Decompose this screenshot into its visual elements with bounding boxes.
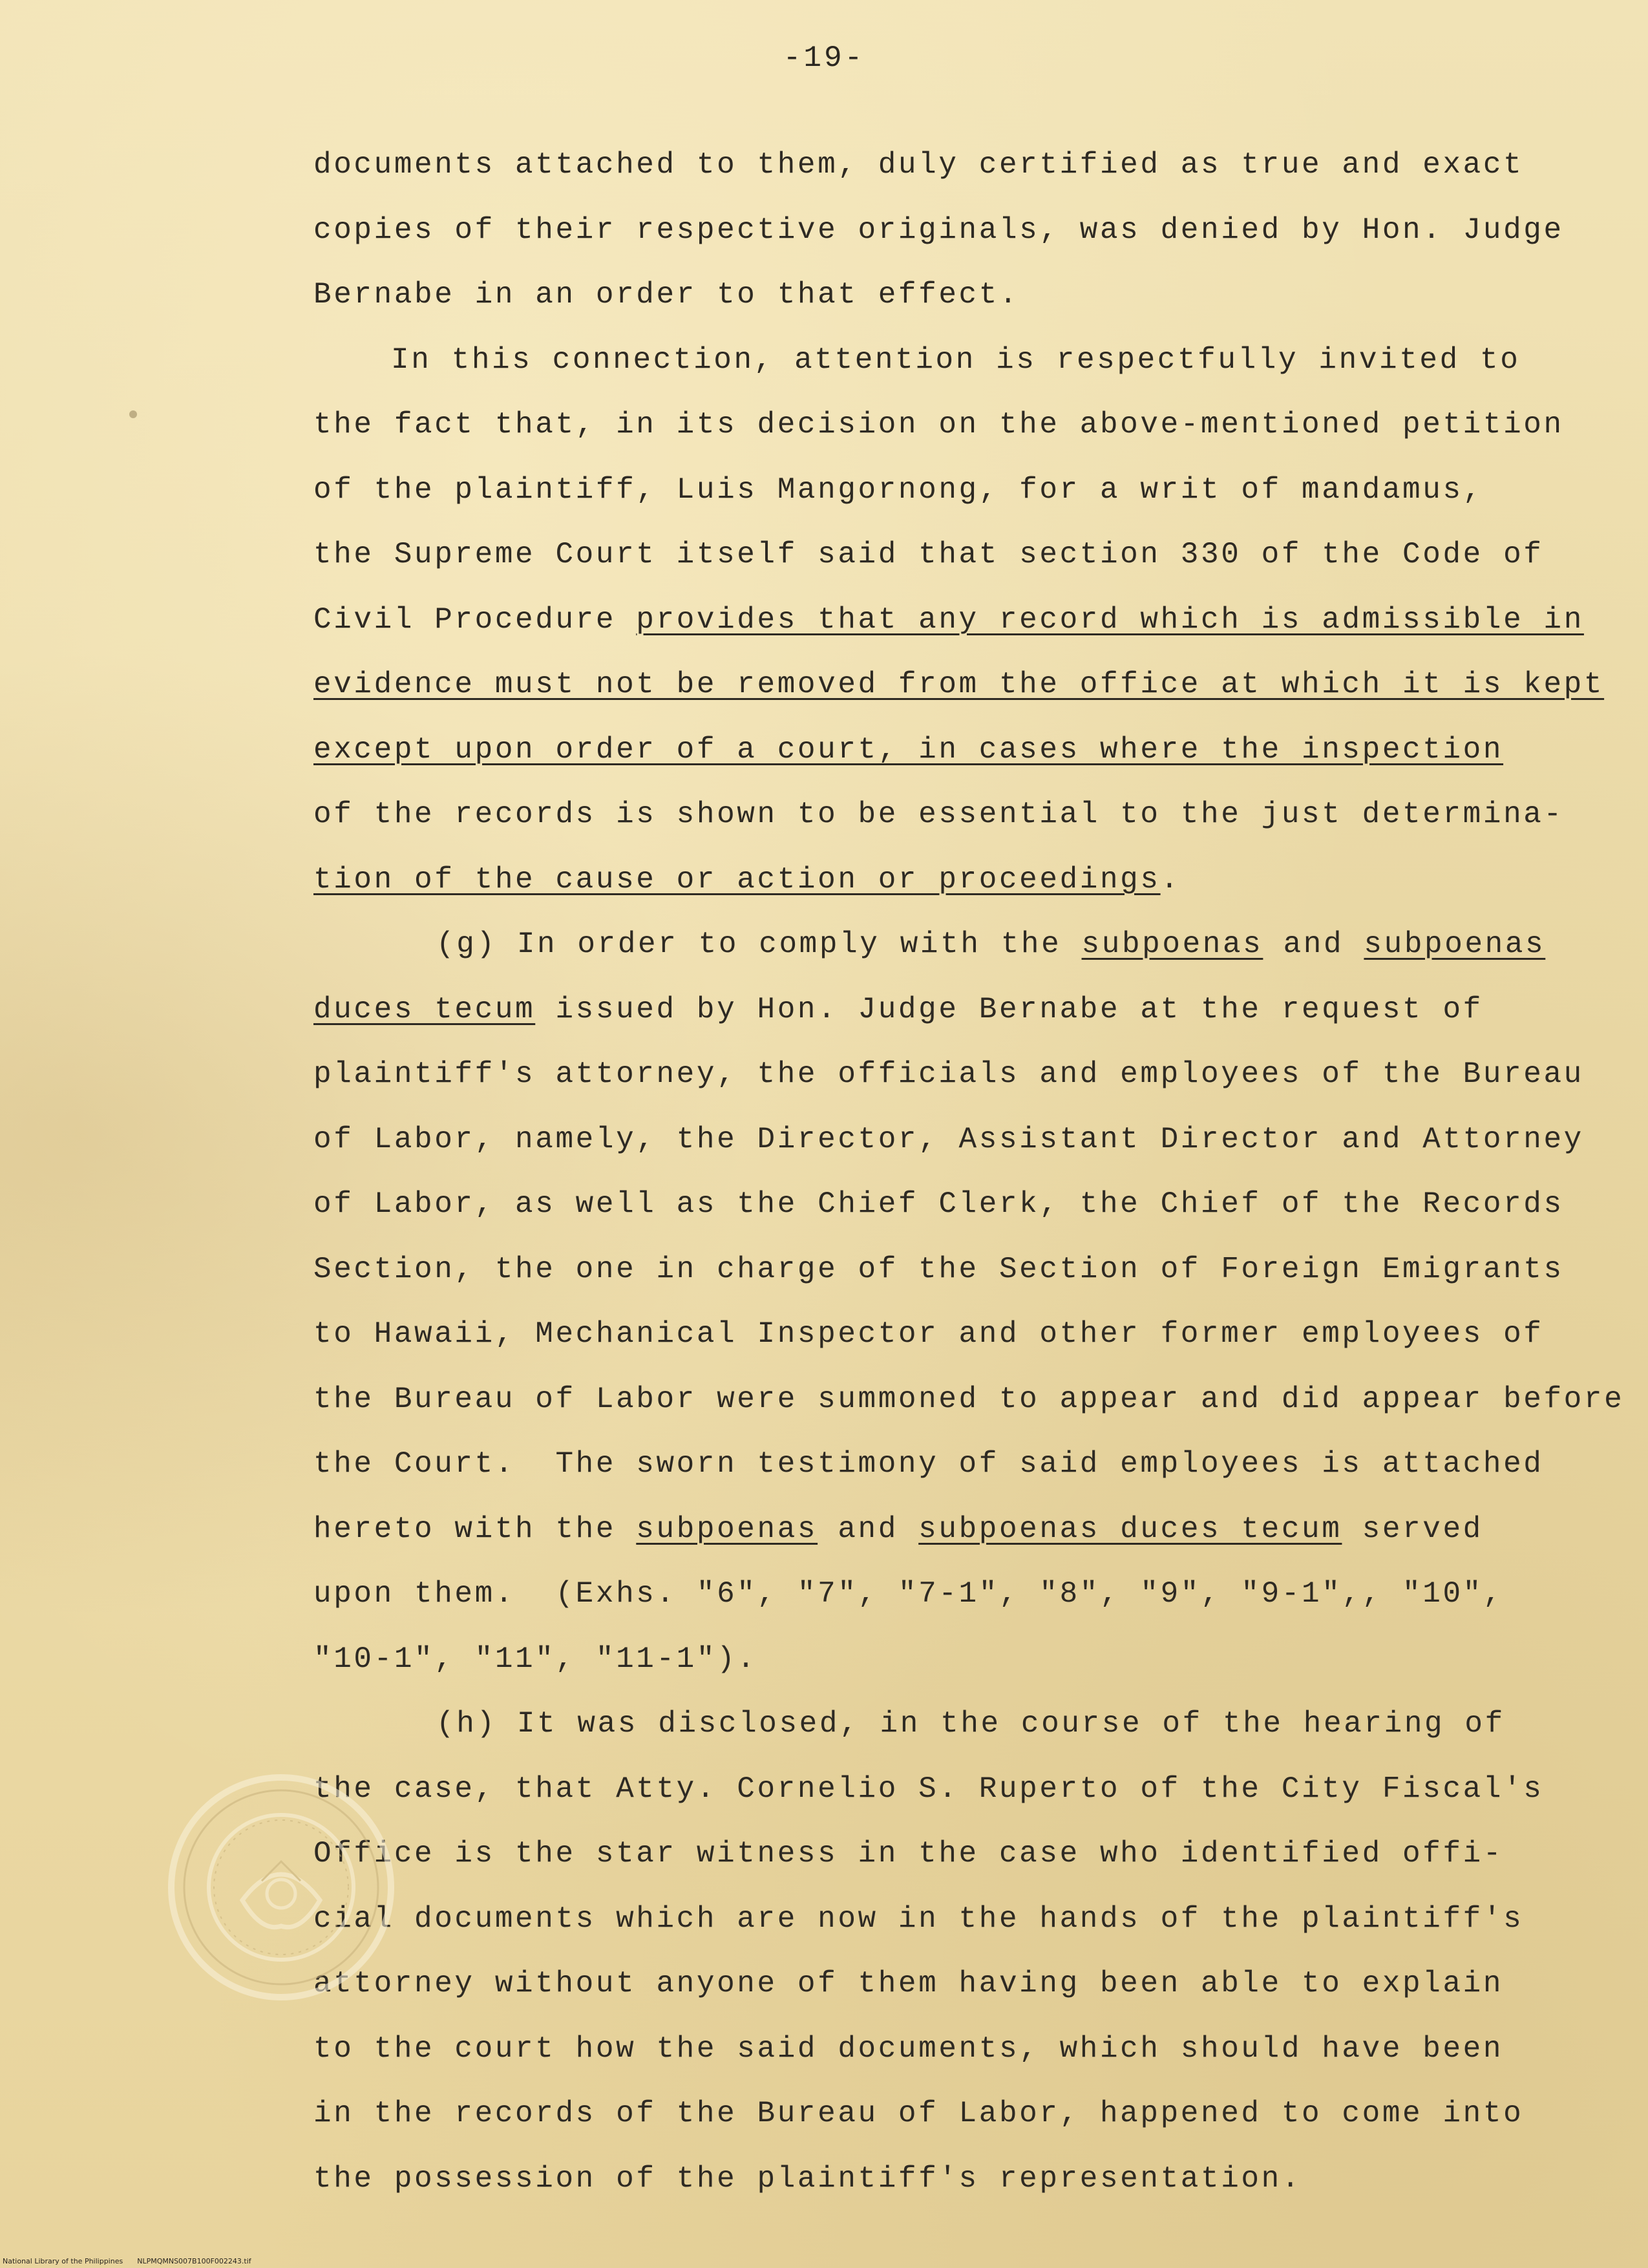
text-segment: documents attached to them, duly certified as true and exact <box>313 148 1524 182</box>
text-line <box>313 717 1625 783</box>
text-line <box>313 652 1625 717</box>
underlined-text: except upon order of a court, in cases where the inspection <box>313 732 1504 767</box>
text-segment: the Bureau of Labor were summoned to appear and did appear before <box>313 1382 1625 1416</box>
text-segment: "10-1", "11", "11-1"). <box>313 1642 757 1676</box>
text-line <box>313 1367 1625 1432</box>
text-segment: Section, the one in charge of the Section of Foreign Emigrants <box>313 1252 1564 1286</box>
text-line <box>313 2017 1625 2082</box>
library-label: National Library of the Philippines <box>3 2257 123 2265</box>
text-segment: issued by Hon. Judge Bernabe at the request of <box>535 992 1483 1026</box>
text-line <box>313 458 1625 523</box>
underlined-text: subpoenas <box>1364 927 1546 961</box>
text-line <box>313 1172 1625 1237</box>
file-id: NLPMQMNS007B100F002243.tif <box>137 2257 251 2265</box>
underlined-text: evidence must not be removed from the office at which it is kept <box>313 668 1605 701</box>
text-line <box>313 977 1625 1043</box>
text-segment: of the plaintiff, Luis Mangornong, for a writ of mandamus, <box>313 472 1483 507</box>
text-segment: the Court. The sworn testimony of said employees is attached <box>313 1447 1544 1481</box>
underlined-text: subpoenas duces tecum <box>918 1512 1342 1546</box>
text-line <box>313 392 1625 458</box>
text-line <box>313 1757 1625 1822</box>
text-line <box>313 262 1625 328</box>
text-segment: (h) It was disclosed, in the course of the hearing of <box>436 1707 1505 1741</box>
text-line <box>313 2081 1625 2146</box>
text-line <box>313 1107 1625 1172</box>
text-segment: copies of their respective originals, was denied by Hon. Judge <box>313 213 1564 247</box>
underlined-text: subpoenas <box>636 1512 818 1546</box>
text-segment: of Labor, namely, the Director, Assistant Director and Attorney <box>313 1122 1584 1156</box>
text-line <box>313 2146 1625 2212</box>
text-line <box>313 132 1625 198</box>
text-segment: of the records is shown to be essential to the just determina- <box>313 798 1564 831</box>
text-segment: Bernabe in an order to that effect. <box>313 278 1020 312</box>
text-line <box>313 1042 1625 1107</box>
underlined-text: provides that any record which is admissible in <box>636 602 1584 637</box>
text-segment: attorney without anyone of them having been able to explain <box>313 1967 1504 2000</box>
text-segment: the Supreme Court itself said that section 330 of the Code of <box>313 538 1544 571</box>
text-line <box>313 1951 1625 2017</box>
underlined-text: tion of the cause or action or proceedings <box>313 862 1161 896</box>
text-segment: the case, that Atty. Cornelio S. Ruperto of the City Fiscal's <box>313 1772 1544 1806</box>
text-line <box>313 198 1625 263</box>
text-segment: Office is the star witness in the case who identified offi- <box>313 1837 1504 1871</box>
text-line <box>313 1821 1625 1887</box>
text-line <box>313 1627 1625 1692</box>
page-number: -19- <box>783 41 865 75</box>
text-line <box>313 1237 1625 1302</box>
text-segment: upon them. (Exhs. "6", "7", "7-1", "8", "9", "9-1",, "10", <box>313 1577 1504 1611</box>
punch-mark <box>129 410 137 418</box>
text-segment: cial documents which are now in the hands of the plaintiff's <box>313 1902 1524 1936</box>
text-line <box>313 328 1625 393</box>
underlined-text: duces tecum <box>313 992 536 1026</box>
text-segment: to Hawaii, Mechanical Inspector and other former employees of <box>313 1317 1544 1351</box>
embossed-seal-icon <box>165 1771 397 2004</box>
text-segment: plaintiff's attorney, the officials and employees of the Bureau <box>313 1057 1584 1091</box>
text-line <box>313 588 1625 653</box>
text-segment: and <box>1263 927 1364 961</box>
underlined-text: subpoenas <box>1081 927 1263 961</box>
text-segment: to the court how the said documents, which should have been <box>313 2031 1504 2066</box>
text-line <box>313 912 1625 977</box>
text-segment: the fact that, in its decision on the above-mentioned petition <box>313 408 1564 441</box>
text-line <box>313 782 1625 847</box>
text-line <box>313 1887 1625 1952</box>
text-segment: . <box>1160 862 1181 896</box>
text-line <box>313 1302 1625 1367</box>
text-line <box>313 1432 1625 1497</box>
text-line <box>313 1497 1625 1562</box>
text-segment: and <box>818 1512 919 1546</box>
text-segment: In this connection, attention is respectfully invited to <box>391 343 1521 377</box>
text-segment: Civil Procedure <box>313 602 637 637</box>
text-line <box>313 847 1625 913</box>
text-segment: (g) In order to comply with the <box>436 927 1082 961</box>
text-segment: in the records of the Bureau of Labor, happened to come into <box>313 2097 1524 2130</box>
text-segment: hereto with the <box>313 1512 637 1546</box>
text-line <box>313 522 1625 588</box>
text-segment: of Labor, as well as the Chief Clerk, the Chief of the Records <box>313 1187 1564 1221</box>
text-line <box>313 1562 1625 1627</box>
typewritten-text <box>313 132 1625 2211</box>
scan-footer <box>3 2257 266 2265</box>
text-segment: the possession of the plaintiff's representation. <box>313 2161 1302 2196</box>
text-line <box>313 1691 1625 1757</box>
text-segment: served <box>1342 1512 1483 1546</box>
